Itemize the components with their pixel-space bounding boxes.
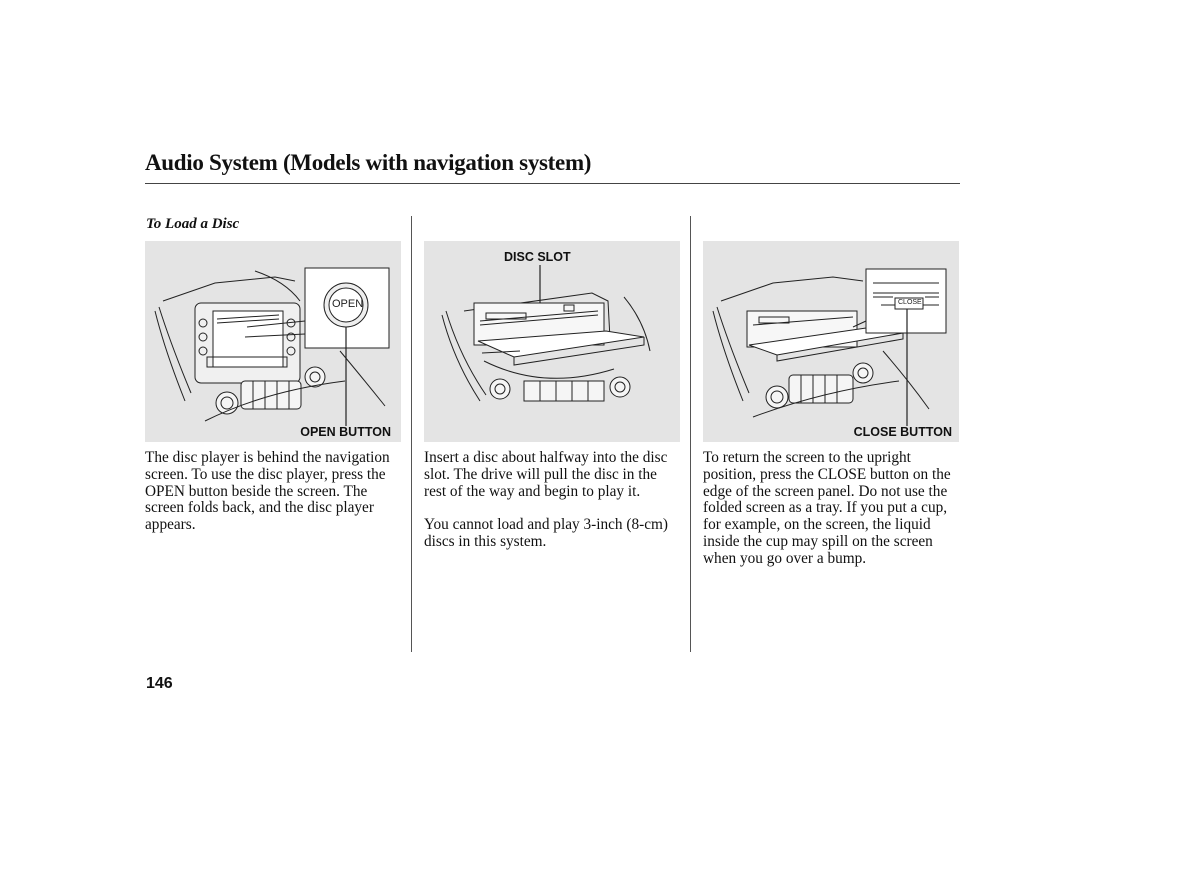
paragraph: To return the screen to the upright position, press the CLOSE button on the edge of the screen panel. Do not use the folded screen as a tray. If you put a cup, for example, on the screen, the liquid inside the cup may spill on the screen when you go over a bump. (703, 449, 951, 567)
dashboard-close-drawing (703, 241, 959, 442)
section-subheading: To Load a Disc (146, 216, 240, 232)
disc-slot-illustration (424, 241, 680, 442)
column-3-text (703, 450, 959, 584)
page-number: 146 (146, 675, 173, 692)
close-button-illustration (703, 241, 959, 442)
title-rule (145, 183, 960, 184)
callout-open-button: OPEN BUTTON (300, 425, 391, 439)
close-button-glyph: CLOSE (898, 299, 922, 306)
disc-slot-drawing (424, 241, 680, 442)
column-divider (690, 216, 691, 652)
callout-disc-slot: DISC SLOT (504, 250, 571, 264)
column-divider (411, 216, 412, 652)
paragraph: The disc player is behind the navigation screen. To use the disc player, press the OPEN button beside the screen. The screen folds back, and the disc player appears. (145, 449, 390, 534)
page-title: Audio System (Models with navigation system) (145, 150, 592, 175)
open-button-glyph: OPEN (332, 298, 364, 310)
paragraph: You cannot load and play 3-inch (8-cm) discs in this system. (424, 516, 668, 550)
dashboard-open-drawing (145, 241, 401, 442)
column-1-text (145, 450, 401, 551)
paragraph: Insert a disc about halfway into the disc slot. The drive will pull the disc in the rest of the way and begin to play it. (424, 449, 668, 500)
column-2-text (424, 450, 680, 568)
callout-close-button: CLOSE BUTTON (853, 425, 952, 439)
open-button-illustration (145, 241, 401, 442)
